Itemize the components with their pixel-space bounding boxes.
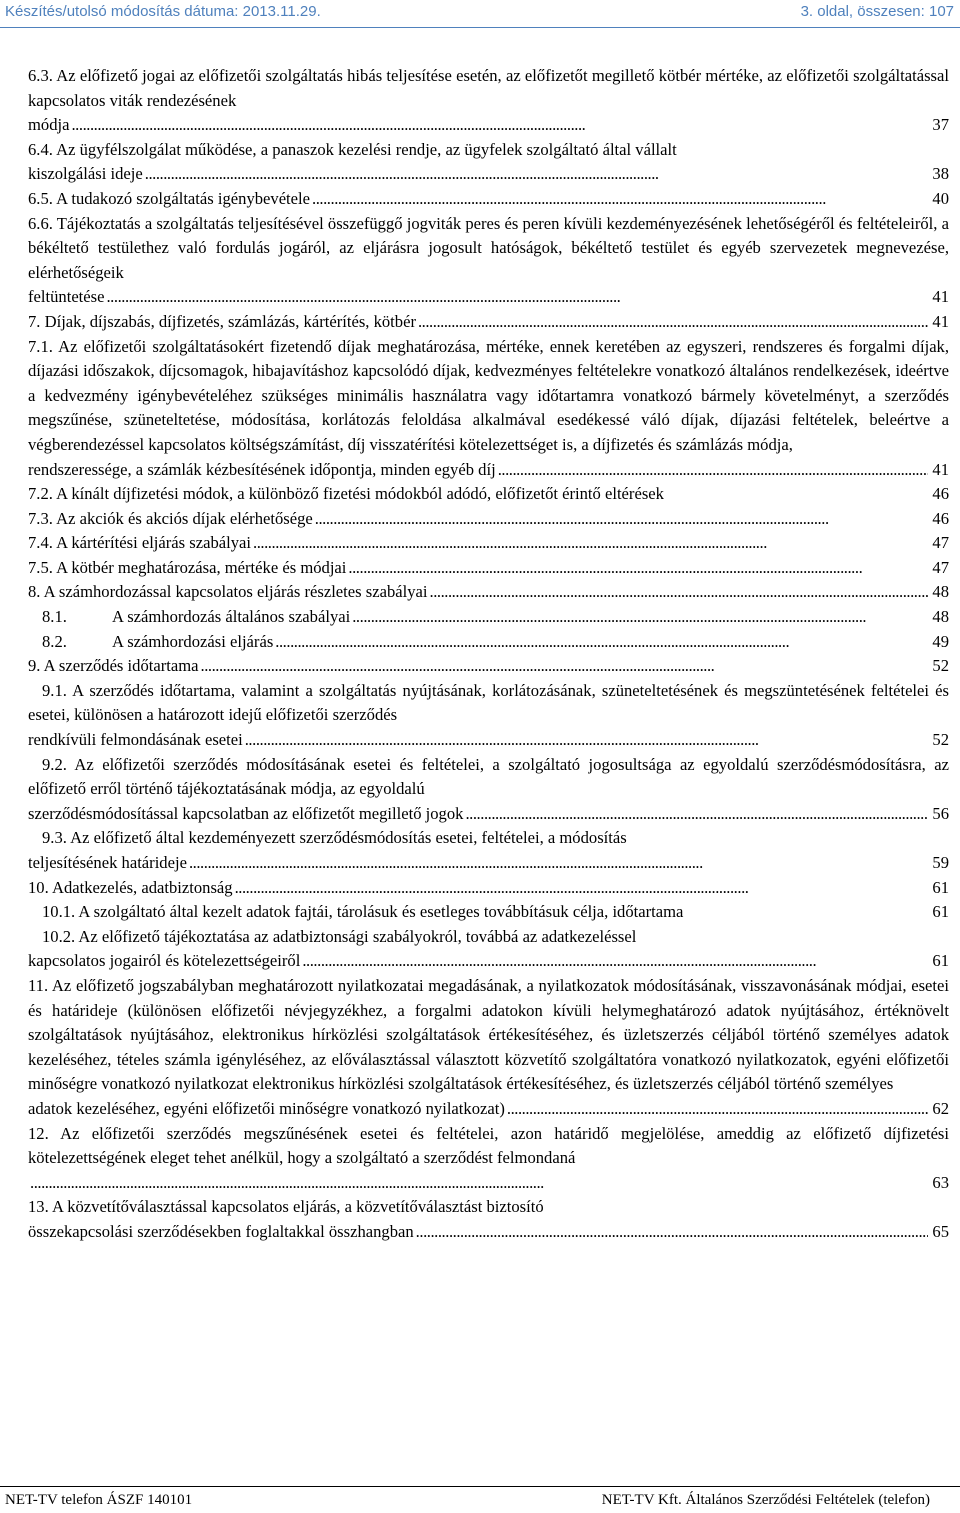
- toc-leader-dots: [106, 285, 928, 310]
- header-rule: [0, 27, 960, 28]
- toc-entry[interactable]: [28, 753, 949, 827]
- table-of-contents: [28, 64, 949, 1245]
- toc-entry[interactable]: [28, 138, 949, 187]
- toc-leader-dots: [201, 654, 929, 679]
- toc-leader-dots: [71, 113, 928, 138]
- toc-entry-text: 7.1. Az előfizetői szolgáltatásokért fizetendő díjak meghatározása, mértéke, ennek keretében az egyszeri, rendszeres és forgalmi díjak, díjazási időszakok, díjcsomagok, hibajavításhoz kapcsolódó díjak, kedvezményes feltételekre vonatkozó általános rendelkezések, ideértve a kedvezmény igénybevételéhez szükséges minimális használatra vagy időtartamra vonatkozó bármely követelményt, a szerződés megszűnése, szüneteltetése, módosítása, korlátozás feloldása alkalmával esedékessé váló díjak, díjazási feltételek, beleértve a végberendezéssel kapcsolatos költségszámítást, díj visszatérítési kötelezettséget is, a díjfizetés és számlázás módja,: [28, 336, 949, 454]
- toc-entry[interactable]: [28, 507, 949, 532]
- toc-page-number: 46: [932, 508, 949, 528]
- toc-entry[interactable]: [28, 679, 949, 753]
- toc-entry-title: feltüntetése: [28, 287, 105, 307]
- toc-entry-title: 10.1. A szolgáltató által kezelt adatok fajtái, tárolásuk és esetleges továbbításuk célja, időtartama: [42, 902, 684, 922]
- toc-entry[interactable]: [28, 925, 949, 974]
- toc-entry[interactable]: [28, 310, 949, 335]
- toc-page-number: 62: [932, 1098, 949, 1118]
- toc-leader-dots: [315, 507, 929, 532]
- toc-leader-dots: [430, 580, 929, 605]
- toc-entry-title: 8.1. A számhordozás általános szabályai: [42, 605, 350, 630]
- toc-page-number: 47: [932, 533, 949, 553]
- toc-page-number: 37: [932, 115, 949, 135]
- toc-page-number: 52: [932, 730, 949, 750]
- toc-page-number: 41: [932, 311, 949, 331]
- toc-entry[interactable]: [28, 335, 949, 483]
- toc-page-number: 47: [932, 557, 949, 577]
- toc-entry-title: teljesítésének határideje: [28, 853, 187, 872]
- toc-leader-dots: [498, 458, 929, 483]
- toc-entry-title: 7.3. Az akciók és akciós díjak elérhetősége: [28, 508, 313, 528]
- toc-entry-title: kiszolgálási ideje: [28, 164, 143, 184]
- toc-page-number: 61: [932, 902, 949, 922]
- toc-leader-dots: [235, 876, 929, 901]
- toc-entry[interactable]: [28, 630, 949, 655]
- toc-entry-text: 13. A közvetítőválasztással kapcsolatos eljárás, a közvetítőválasztást biztosító: [28, 1197, 544, 1217]
- toc-entry[interactable]: [28, 556, 949, 581]
- page-header: [0, 0, 960, 36]
- toc-leader-dots: [245, 728, 929, 753]
- footer-document-id: NET-TV telefon ÁSZF 140101: [5, 1492, 193, 1508]
- toc-entry-text: 6.6. Tájékoztatás a szolgáltatás teljesítésével összefüggő jogviták peres és peren kívüli kezdeményezésének lehetőségéről és feltételeiről, a békéltető testülethez való fordulás jogáról, az eljárásra jogosult hatóságok, békéltető testület és egyéb szervezetek megnevezése, elérhetőségeik: [28, 213, 949, 282]
- toc-entry[interactable]: [28, 605, 949, 630]
- toc-entry[interactable]: [28, 64, 949, 138]
- toc-entry-text: 6.3. Az előfizető jogai az előfizetői szolgáltatás hibás teljesítése esetén, az előfizetőt megillető kötbér mértéke, az előfizetői szolgáltatással kapcsolatos viták rendezésének: [28, 66, 949, 110]
- toc-entry[interactable]: [28, 876, 949, 901]
- toc-page-number: 48: [932, 582, 949, 602]
- toc-leader-dots: [30, 1171, 928, 1196]
- toc-leader-dots: [189, 851, 928, 876]
- toc-page-number: 38: [932, 164, 949, 184]
- toc-entry-text: 9.3. Az előfizető által kezdeményezett szerződésmódosítás esetei, feltételei, a módosítás: [42, 828, 627, 848]
- toc-entry-title: 8.2. A számhordozási eljárás: [42, 630, 273, 655]
- toc-leader-dots: [145, 162, 929, 187]
- toc-leader-dots: [418, 310, 928, 335]
- toc-page-number: 61: [932, 877, 949, 897]
- toc-leader-dots: [302, 949, 928, 974]
- footer-rule: [0, 1486, 960, 1487]
- toc-entry-title: rendszeressége, a számlák kézbesítésének időpontja, minden egyéb díj: [28, 459, 496, 479]
- toc-page-number: 56: [932, 803, 949, 823]
- toc-leader-dots: [352, 605, 928, 630]
- toc-page-number: 59: [932, 853, 949, 872]
- toc-entry-title: 7.4. A kártérítési eljárás szabályai: [28, 533, 252, 553]
- toc-entry-title: összekapcsolási szerződésekben foglaltakkal összhangban: [28, 1221, 414, 1241]
- toc-entry[interactable]: [28, 974, 949, 1122]
- toc-entry-title: kapcsolatos jogairól és kötelezettségeiről: [28, 951, 301, 971]
- toc-page-number: 41: [932, 287, 949, 307]
- toc-entry[interactable]: [28, 580, 949, 605]
- toc-entry-text: 11. Az előfizető jogszabályban meghatározott nyilatkozatai megadásának, a nyilatkozatok módosításának, visszavonásának módjai, esetei és határideje (különösen előfizetői névjegyzékhez, a forgalmi adatokon kívüli helymeghatározó adatok nyújtásához, értéknövelt szolgáltatások nyújtásához, elektronikus hírközlési szolgáltatások értékesítéséhez, és üzletszerzés céljából történő személyes adatok kezeléséhez, tételes számla igényléséhez, az előválasztással választott közvetítő szolgáltatóra vonatkozó nyilatkozatok, egyéni előfizetői minőségre vonatkozó nyilatkozat elektronikus hírközlési szolgáltatások értékesítéséhez, és üzletszerzés céljából történő személyes: [28, 975, 949, 1094]
- toc-page-number: 63: [932, 1172, 949, 1192]
- toc-entry-title: 8. A számhordozással kapcsolatos eljárás részletes szabályai: [28, 582, 428, 602]
- toc-entry-title: módja: [28, 115, 70, 135]
- toc-entry[interactable]: [28, 900, 949, 925]
- toc-entry-title: 9. A szerződés időtartama: [28, 656, 199, 676]
- toc-page-number: 61: [932, 951, 949, 971]
- toc-leader-dots: [348, 556, 928, 581]
- toc-leader-dots: [275, 630, 928, 655]
- toc-leader-dots: [253, 531, 928, 556]
- toc-page-number: 49: [932, 631, 949, 651]
- toc-entry-title: szerződésmódosítással kapcsolatban az előfizetőt megillető jogok: [28, 803, 464, 823]
- header-date: Készítés/utolsó módosítás dátuma: 2013.11.29.: [5, 3, 321, 20]
- toc-leader-dots: [507, 1097, 929, 1122]
- toc-page-number: 46: [932, 484, 949, 504]
- toc-leader-dots: [312, 187, 928, 212]
- toc-page-number: 41: [932, 459, 949, 479]
- toc-entry[interactable]: [28, 654, 949, 679]
- toc-entry-number: 8.1.: [42, 607, 67, 627]
- toc-entry-title: 7. Díjak, díjszabás, díjfizetés, számlázás, kártérítés, kötbér: [28, 311, 416, 331]
- toc-entry-text: 9.2. Az előfizetői szerződés módosításának esetei és feltételei, a szolgáltató jogosultsága az egyoldalú szerződésmódosításra, az előfizető erről történő tájékoztatásának módja, az egyoldalú: [28, 754, 949, 799]
- toc-entry[interactable]: [28, 1122, 949, 1196]
- toc-entry-title: 7.5. A kötbér meghatározása, mértéke és módjai: [28, 557, 347, 577]
- toc-entry[interactable]: [28, 1195, 949, 1244]
- toc-entry-title: rendkívüli felmondásának esetei: [28, 730, 243, 750]
- toc-leader-dots: [465, 802, 928, 827]
- toc-page-number: 40: [932, 188, 949, 208]
- toc-page-number: 48: [932, 607, 949, 627]
- toc-entry-title: 10. Adatkezelés, adatbiztonság: [28, 877, 233, 897]
- toc-leader-dots: [416, 1220, 929, 1245]
- toc-entry-title: adatok kezeléséhez, egyéni előfizetői minőségre vonatkozó nyilatkozat): [28, 1098, 505, 1118]
- footer-document-title: NET-TV Kft. Általános Szerződési Feltételek (telefon): [601, 1492, 930, 1508]
- toc-entry-title: 6.5. A tudakozó szolgáltatás igénybevétele: [28, 188, 311, 208]
- toc-entry[interactable]: [28, 187, 949, 212]
- toc-entry-number: 8.2.: [42, 631, 67, 651]
- toc-entry[interactable]: [28, 482, 949, 507]
- toc-entry-text: 10.2. Az előfizető tájékoztatása az adatbiztonsági szabályokról, továbbá az adatkezeléssel: [42, 926, 637, 946]
- page-footer: [0, 1486, 960, 1513]
- toc-entry-title: 7.2. A kínált díjfizetési módok, a különböző fizetési módokból adódó, előfizetőt érintő eltérések: [28, 484, 664, 504]
- toc-entry[interactable]: [28, 531, 949, 556]
- toc-entry-text: 6.4. Az ügyfélszolgálat működése, a panaszok kezelési rendje, az ügyfelek szolgáltató által vállalt: [28, 139, 677, 159]
- toc-entry-text: 12. Az előfizetői szerződés megszűnésének esetei és feltételei, azon határidő megjelölése, ameddig az előfizető díjfizetési kötelezettségének eleget tehet anélkül, hogy a szolgáltató a szerződést felmondaná: [28, 1123, 949, 1168]
- toc-entry[interactable]: [28, 212, 949, 310]
- toc-page-number: 65: [932, 1221, 949, 1241]
- header-page-count: 3. oldal, összesen: 107: [800, 3, 954, 20]
- toc-entry[interactable]: [28, 826, 949, 875]
- toc-entry-text: 9.1. A szerződés időtartama, valamint a szolgáltatás nyújtásának, korlátozásának, szüneteltetésének és megszüntetésének feltételei és esetei, különösen a határozott idejű előfizetői szerződés: [28, 680, 949, 725]
- toc-page-number: 52: [932, 656, 949, 676]
